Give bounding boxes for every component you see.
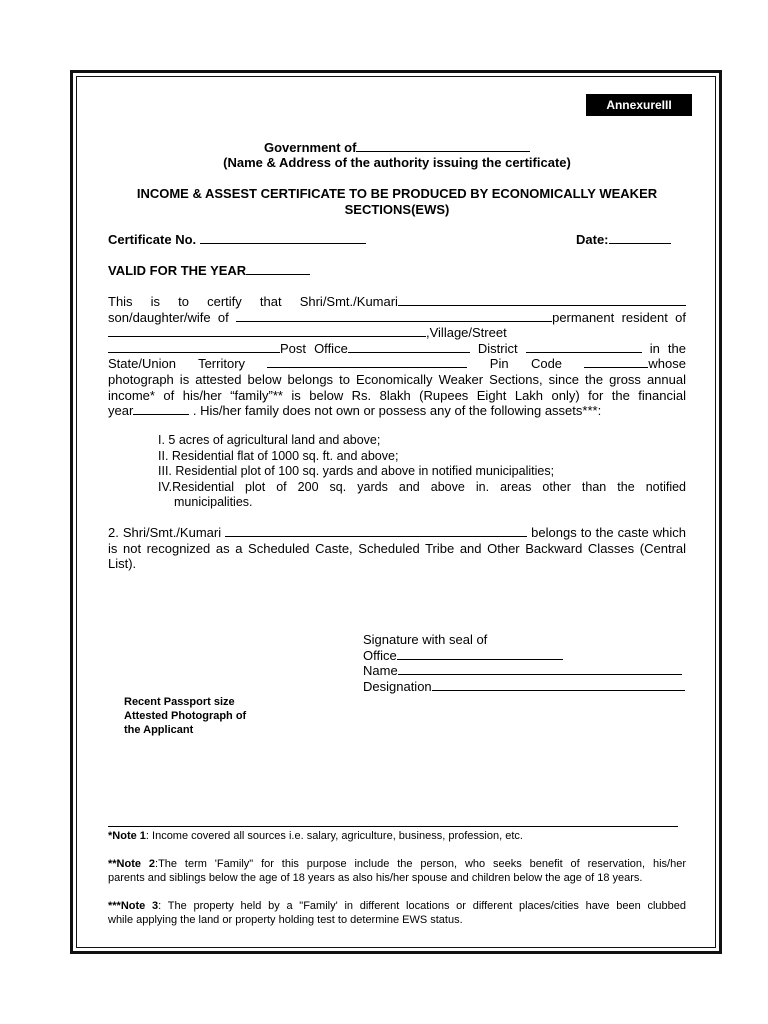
note-3-text: : The property held by a "Family' in different locations or different places/cities have been clubbed (158, 900, 686, 912)
certification-paragraph (108, 294, 686, 419)
government-of-line (264, 140, 530, 155)
government-of-label: Government of (264, 140, 357, 155)
signature-label: Signature with seal of (363, 632, 488, 647)
annexure-badge: AnnexureIII (586, 94, 692, 116)
designation-blank (432, 679, 685, 691)
note-1 (108, 829, 686, 843)
para2-line-3: List). (108, 556, 137, 572)
note-2 (108, 857, 686, 885)
relation-blank (236, 310, 552, 322)
para1-line-6: photograph is attested below belongs to Economically Weaker Sections, since the gross annual (108, 371, 686, 387)
para1-line-1: This is to certify that Shri/Smt./Kumari (108, 294, 686, 310)
note-2-text-cont: parents and siblings below the age of 18 years as also his/her spouse and children below the age of 18 years. (108, 872, 643, 884)
asset-item-continuation: municipalities. (174, 495, 253, 510)
note-3 (108, 899, 686, 927)
valid-year-blank (246, 263, 310, 275)
title-line-1: INCOME & ASSEST CERTIFICATE TO BE PRODUCED BY ECONOMICALLY WEAKER (136, 186, 658, 201)
notes-divider (108, 826, 678, 827)
office-row: Office (363, 648, 685, 664)
note-3-label: ***Note 3 (108, 900, 159, 912)
certificate-no-row (108, 232, 366, 247)
village-blank (108, 341, 280, 353)
certificate-no-blank (200, 232, 366, 244)
pin-code-blank (584, 356, 648, 368)
financial-year-blank (133, 403, 189, 415)
note-1-text: : Income covered all sources i.e. salary, agriculture, business, profession, etc. (145, 830, 523, 842)
note-3-text-cont: while applying the land or property holding test to determine EWS status. (108, 914, 463, 926)
name-blank (398, 294, 686, 306)
asset-item: II. Residential flat of 1000 sq. ft. and above; (158, 448, 399, 463)
photo-label-line-1: Recent Passport size (124, 696, 235, 708)
state-blank (267, 356, 467, 368)
district-blank (526, 341, 642, 353)
para1-line-5: State/Union Territory Pin Code whose (108, 356, 686, 372)
valid-for-row (108, 263, 310, 278)
date-row (576, 232, 671, 247)
photo-label-line-2: Attested Photograph of (124, 710, 247, 722)
asset-item: III. Residential plot of 100 sq. yards and above in notified municipalities; (158, 464, 555, 479)
caste-paragraph (108, 525, 686, 572)
photo-placeholder (124, 695, 246, 737)
title-line-2: SECTIONS(EWS) (344, 201, 450, 217)
date-blank (609, 232, 671, 244)
note-2-label: **Note 2 (108, 858, 156, 870)
para2-line-2: is not recognized as a Scheduled Caste, Scheduled Tribe and Other Backward Classes (Central (108, 540, 686, 556)
certificate-title (108, 186, 686, 217)
certificate-no-label: Certificate No. (108, 232, 197, 247)
signature-block (363, 632, 685, 694)
asset-item: IV.Residential plot of 200 sq. yards and above in. areas other than the notified (158, 479, 686, 494)
caste-name-blank (225, 525, 527, 537)
para2-line-1: 2. Shri/Smt./Kumari belongs to the caste which (108, 525, 686, 540)
para1-line-7: income* of his/her “family”** is below Rs. 8lakh (Rupees Eight Lakh only) for the financial (108, 387, 686, 403)
government-blank (356, 140, 530, 152)
name-row: Name (363, 663, 685, 679)
note-2-text: :The term 'Family" for this purpose include the person, who seeks benefit of reservation, his/her (155, 858, 686, 870)
authority-line: (Name & Address of the authority issuing the certificate) (223, 155, 571, 170)
para1-line-8: year . His/her family does not own or possess any of the following assets***: (108, 403, 602, 419)
photo-label-line-3: the Applicant (124, 724, 194, 736)
officer-name-blank (398, 663, 682, 675)
designation-row: Designation (363, 679, 685, 695)
date-label: Date: (576, 232, 609, 247)
valid-for-label: VALID FOR THE YEAR (108, 263, 247, 278)
address-blank (108, 325, 426, 337)
office-blank (397, 648, 563, 660)
post-office-blank (348, 341, 470, 353)
asset-item: I. 5 acres of agricultural land and above; (158, 433, 381, 447)
para1-line-2: son/daughter/wife of permanent resident of (108, 309, 686, 325)
para1-line-4: Post Office District in the (108, 341, 686, 357)
assets-list (158, 433, 686, 511)
para1-line-3: ,Village/Street (108, 325, 686, 341)
note-1-label: *Note 1 (108, 830, 146, 842)
